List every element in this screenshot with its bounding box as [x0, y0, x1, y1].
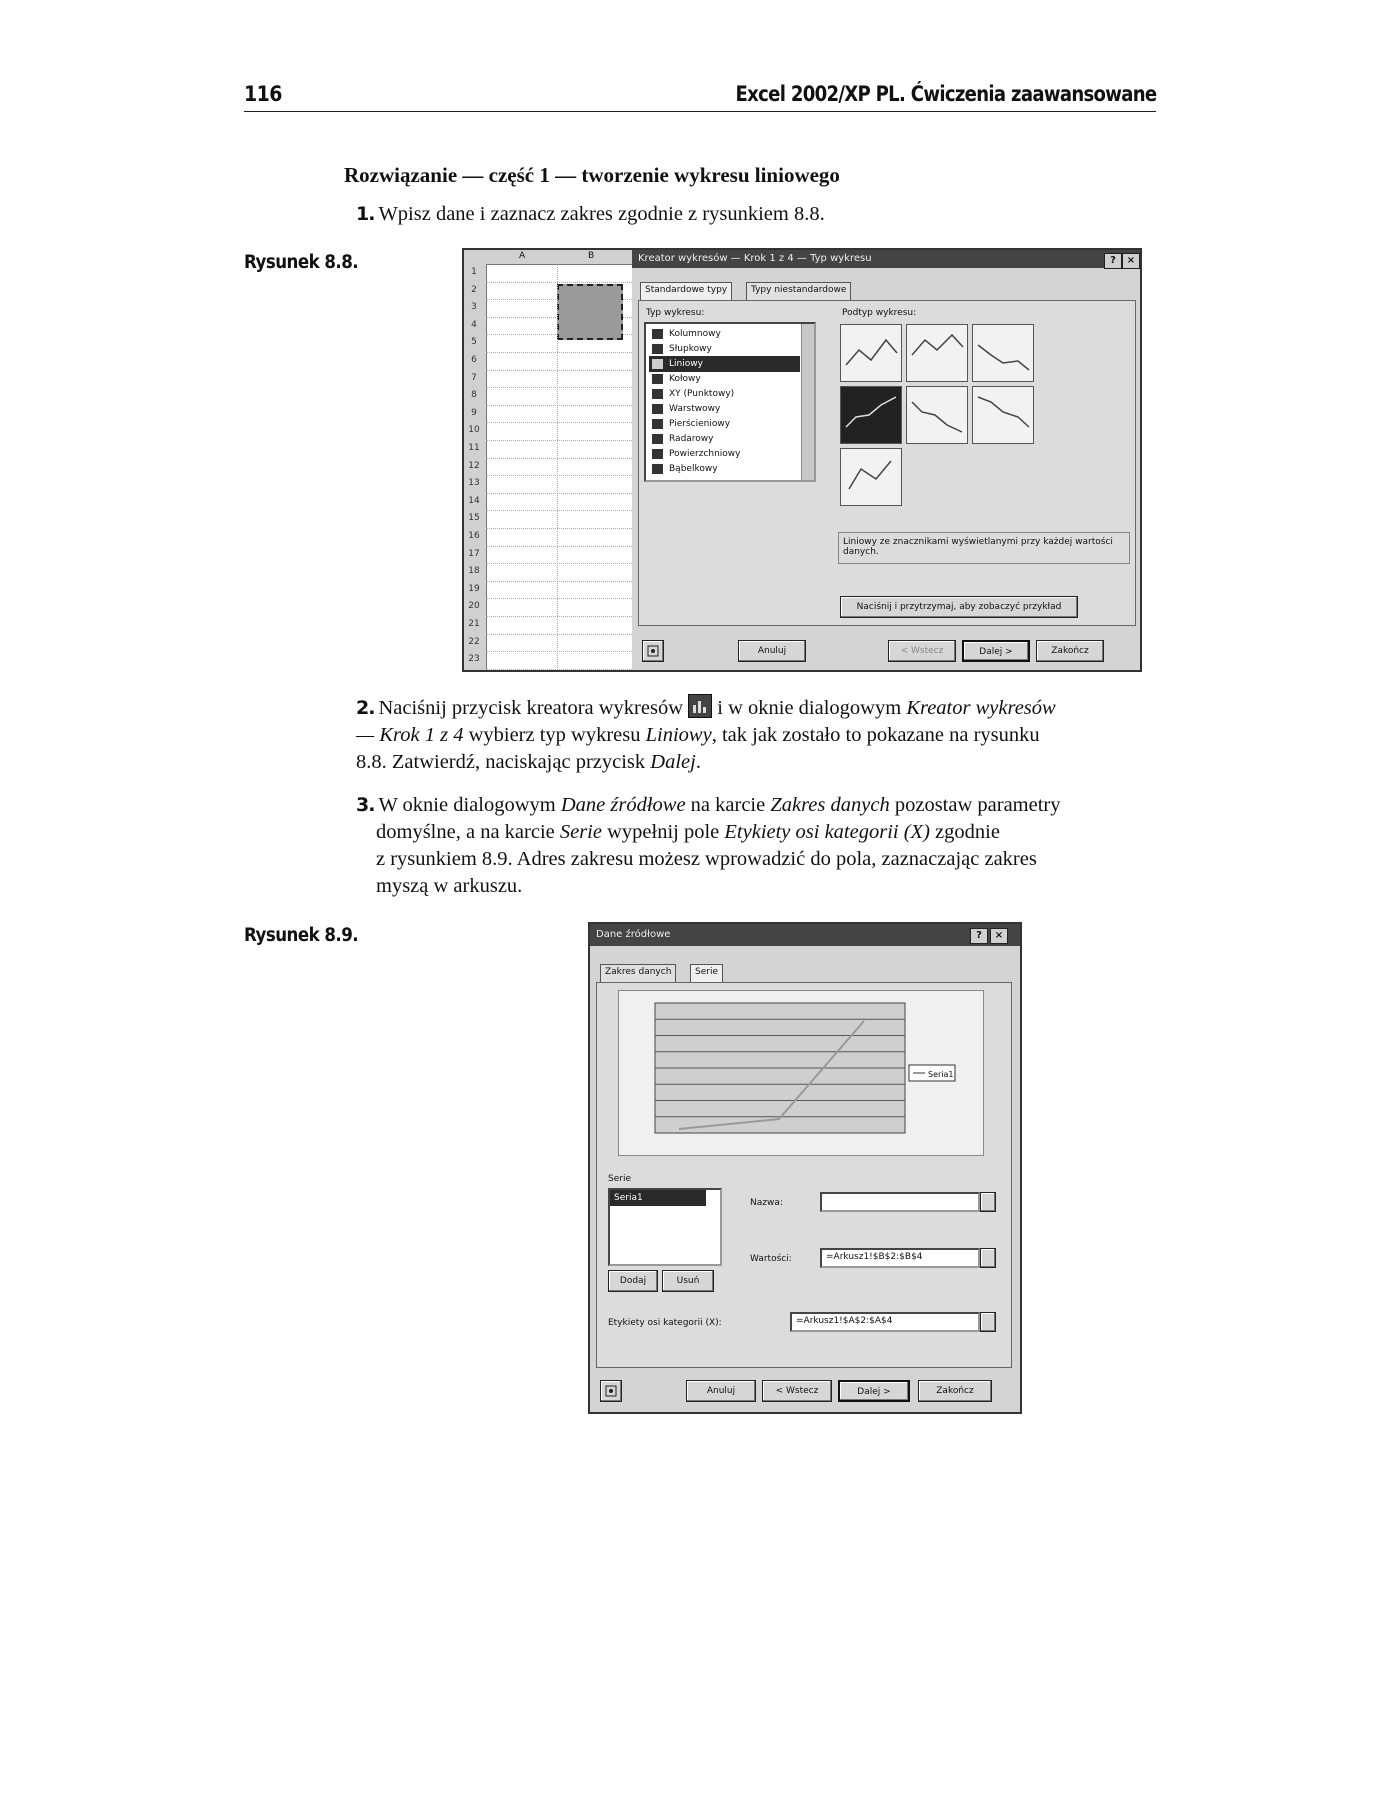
dialog-name: Dane źródłowe: [560, 794, 686, 816]
chart-type-item[interactable]: [649, 386, 800, 402]
chart-type-item[interactable]: [649, 326, 800, 342]
chart-type-icon: [652, 449, 663, 459]
grid-row-line: [486, 405, 632, 406]
next-button[interactable]: Dalej >: [962, 640, 1030, 662]
row-number[interactable]: 3: [471, 302, 477, 313]
tab-name: Zakres danych: [770, 794, 890, 816]
office-assistant-button[interactable]: [600, 1380, 622, 1402]
chart-type-icon: [652, 344, 663, 354]
chart-subtype-thumbnail[interactable]: [906, 386, 968, 444]
close-button[interactable]: ×: [990, 928, 1008, 944]
row-number[interactable]: 22: [468, 636, 480, 647]
preview-button[interactable]: Naciśnij i przytrzymaj, aby zobaczyć przykład: [840, 596, 1078, 618]
grid-row-line: [486, 422, 632, 423]
column-b-header[interactable]: B: [588, 251, 595, 261]
values-field[interactable]: =Arkusz1!$B$2:$B$4: [820, 1248, 980, 1268]
grid-row-line: [486, 634, 632, 635]
row-number[interactable]: 12: [468, 460, 480, 471]
close-button[interactable]: ×: [1122, 253, 1140, 269]
selected-range[interactable]: [557, 284, 623, 340]
column-header-row: [464, 250, 632, 265]
spreadsheet: [464, 250, 633, 670]
category-labels-label: Etykiety osi kategorii (X):: [608, 1318, 722, 1328]
series-label: Serie: [608, 1174, 631, 1184]
chart-type-label: Słupkowy: [669, 344, 712, 354]
chart-type-item[interactable]: [649, 446, 800, 462]
grid-row-line: [486, 598, 632, 599]
figure-8-8-screenshot: [462, 248, 1142, 672]
chart-type-item[interactable]: [649, 416, 800, 432]
dialog-name: Kreator wykresów: [906, 697, 1056, 719]
finish-button[interactable]: Zakończ: [1036, 640, 1104, 662]
step-text: Wpisz dane i zaznacz zakres zgodnie z rysunkiem 8.8.: [378, 203, 825, 225]
figure-label-8-8: Rysunek 8.8.: [244, 252, 359, 273]
row-number[interactable]: 17: [468, 548, 480, 559]
chart-preview: [618, 990, 984, 1156]
help-button[interactable]: ?: [1104, 253, 1122, 269]
cancel-button[interactable]: Anuluj: [738, 640, 806, 662]
chart-subtype-thumbnail[interactable]: [906, 324, 968, 382]
chart-type-item[interactable]: [649, 356, 800, 372]
grid-row-line: [486, 651, 632, 652]
chart-subtype-thumbnail[interactable]: [840, 324, 902, 382]
step-text: domyślne, a na karcie: [376, 821, 555, 843]
step-3-line-2: [356, 819, 1156, 846]
row-number[interactable]: 15: [468, 513, 480, 524]
grid-row-line: [486, 669, 632, 670]
add-series-button[interactable]: Dodaj: [608, 1270, 658, 1292]
grid-row-line: [486, 370, 632, 371]
step-text: wybierz typ wykresu: [468, 724, 641, 746]
category-labels-field[interactable]: =Arkusz1!$A$2:$A$4: [790, 1312, 980, 1332]
step-name: — Krok 1 z 4: [356, 724, 464, 746]
tab-name: Serie: [559, 821, 602, 843]
chart-type-item[interactable]: [649, 431, 800, 447]
step-3-line-3: z rysunkiem 8.9. Adres zakresu możesz wprowadzić do pola, zaznaczając zakres: [376, 848, 1037, 870]
chart-subtype-thumbnail[interactable]: [972, 386, 1034, 444]
chart-preview-plot: [619, 991, 983, 1155]
step-2-line-3: [356, 749, 1156, 776]
chart-type-name: Liniowy: [645, 724, 712, 746]
next-button[interactable]: Dalej >: [838, 1380, 910, 1402]
row-number[interactable]: 9: [471, 407, 477, 418]
row-number[interactable]: 18: [468, 566, 480, 577]
row-number[interactable]: 2: [471, 284, 477, 295]
running-title: Excel 2002/XP PL. Ćwiczenia zaawansowane: [735, 82, 1156, 106]
grid-row-line: [486, 581, 632, 582]
values-label: Wartości:: [750, 1254, 792, 1264]
grid-row-line: [486, 282, 632, 283]
chart-legend-label: Seria1: [928, 1070, 954, 1079]
chart-wizard-dialog: [632, 250, 1140, 670]
step-text: Naciśnij przycisk kreatora wykresów: [378, 697, 684, 719]
dialog-title-bar: [590, 924, 1020, 946]
step-text: zgodnie: [935, 821, 1000, 843]
list-scrollbar[interactable]: [801, 324, 814, 480]
row-number[interactable]: 8: [471, 390, 477, 401]
chart-type-label: Warstwowy: [669, 404, 721, 414]
tab-series[interactable]: Serie: [690, 964, 723, 982]
row-number[interactable]: 16: [468, 531, 480, 541]
chart-type-label: XY (Punktowy): [669, 389, 735, 399]
chart-wizard-icon: [688, 694, 712, 718]
chart-type-icon: [652, 434, 663, 444]
dialog-title: Kreator wykresów — Krok 1 z 4 — Typ wykresu: [638, 253, 872, 264]
grid-row-line: [486, 510, 632, 511]
field-name: Etykiety osi kategorii (X): [724, 821, 930, 843]
step-text: wypełnij pole: [607, 821, 720, 843]
grid-row-line: [486, 475, 632, 476]
row-number[interactable]: 1: [471, 267, 477, 277]
row-number[interactable]: 20: [468, 601, 480, 612]
step-3-line-1: [356, 792, 1156, 819]
chart-type-icon: [652, 389, 663, 399]
grid-row-line: [486, 493, 632, 494]
step-2: [356, 694, 1156, 776]
tab-custom-types[interactable]: Typy niestandardowe: [746, 282, 851, 300]
chart-type-label: Radarowy: [669, 434, 714, 444]
step-text: i w oknie dialogowym: [717, 697, 902, 719]
column-a-header[interactable]: A: [519, 251, 526, 261]
back-button[interactable]: < Wstecz: [762, 1380, 832, 1402]
dialog-title: Dane źródłowe: [596, 929, 671, 940]
header-rule: [244, 111, 1156, 112]
column-divider: [557, 264, 558, 670]
step-text: 8.8. Zatwierdź, naciskając przycisk: [356, 751, 646, 773]
back-button[interactable]: < Wstecz: [888, 640, 956, 662]
button-name: Dalej: [650, 751, 696, 773]
chart-type-icon: [652, 464, 663, 474]
step-text: , tak jak zostało to pokazane na rysunku: [711, 724, 1040, 746]
grid-row-line: [486, 352, 632, 353]
tab-standard-types[interactable]: Standardowe typy: [640, 282, 732, 300]
step-text: pozostaw parametry: [894, 794, 1061, 816]
description-box: [838, 532, 1130, 564]
step-text: na karcie: [690, 794, 766, 816]
step-number: 2.: [356, 697, 375, 719]
name-label: Nazwa:: [750, 1198, 783, 1208]
series-list[interactable]: [608, 1188, 722, 1266]
grid-row-line: [486, 528, 632, 529]
chart-subtype-thumbnail[interactable]: [840, 386, 902, 444]
chart-type-label: Liniowy: [669, 359, 703, 369]
assistant-icon: [647, 645, 659, 657]
step-text: .: [695, 751, 701, 773]
dialog-title-bar: [632, 250, 1140, 268]
step-1: [356, 201, 1156, 228]
grid-row-line: [486, 387, 632, 388]
chart-type-icon: [652, 419, 663, 429]
office-assistant-button[interactable]: [642, 640, 664, 662]
chart-type-item[interactable]: [649, 401, 800, 417]
row-number[interactable]: 5: [471, 337, 477, 348]
collapse-dialog-button[interactable]: [980, 1248, 996, 1268]
chart-type-item[interactable]: [649, 341, 800, 357]
grid-row-line: [486, 616, 632, 617]
grid-row-line: [486, 546, 632, 547]
tab-data-range[interactable]: Zakres danych: [600, 964, 676, 982]
chart-type-icon: [652, 404, 663, 414]
chart-type-icon: [652, 374, 663, 384]
row-number[interactable]: 14: [468, 495, 480, 506]
step-2-line-2: [356, 722, 1156, 749]
figure-8-9-screenshot: [588, 922, 1022, 1414]
assistant-icon: [605, 1385, 617, 1397]
section-title: Rozwiązanie — część 1 — tworzenie wykresu liniowego: [344, 163, 840, 187]
step-2-line-1: [356, 694, 1156, 722]
chart-type-label: Pierścieniowy: [669, 419, 731, 429]
collapse-dialog-button[interactable]: [980, 1312, 996, 1332]
chart-type-list[interactable]: [644, 322, 816, 482]
row-number[interactable]: 21: [468, 619, 480, 629]
series-list-item[interactable]: Seria1: [610, 1190, 706, 1206]
grid-row-line: [486, 458, 632, 459]
chart-type-label: Kolumnowy: [669, 329, 721, 339]
chart-type-item[interactable]: [649, 371, 800, 387]
finish-button[interactable]: Zakończ: [918, 1380, 992, 1402]
name-field[interactable]: [820, 1192, 980, 1212]
row-number[interactable]: 13: [468, 478, 480, 489]
step-text: W oknie dialogowym: [378, 794, 556, 816]
figure-label-8-9: Rysunek 8.9.: [244, 925, 359, 946]
step-number: 1.: [356, 203, 375, 225]
row-number[interactable]: 19: [468, 583, 480, 594]
row-number[interactable]: 6: [471, 355, 477, 365]
subtype-description: Liniowy ze znacznikami wyświetlanymi przy każdej wartości danych.: [843, 537, 1113, 557]
step-3-line-4: myszą w arkuszu.: [376, 875, 523, 897]
chart-type-icon: [652, 329, 663, 339]
step-3: [356, 792, 1156, 900]
remove-series-button[interactable]: Usuń: [662, 1270, 714, 1292]
chart-type-label: Typ wykresu:: [646, 308, 705, 318]
step-number: 3.: [356, 794, 375, 816]
chart-type-label: Kołowy: [669, 374, 701, 384]
chart-subtype-thumbnail[interactable]: [972, 324, 1034, 382]
collapse-dialog-button[interactable]: [980, 1192, 996, 1212]
chart-type-item[interactable]: [649, 461, 800, 477]
row-number[interactable]: 4: [471, 319, 477, 330]
grid-row-line: [486, 563, 632, 564]
chart-type-label: Powierzchniowy: [669, 449, 741, 459]
row-number[interactable]: 10: [468, 425, 480, 436]
cancel-button[interactable]: Anuluj: [686, 1380, 756, 1402]
row-number[interactable]: 11: [468, 443, 480, 453]
page-number: 116: [244, 82, 282, 106]
chart-type-label: Bąbelkowy: [669, 464, 718, 474]
chart-type-icon: [652, 359, 663, 369]
subtype-label: Podtyp wykresu:: [842, 308, 917, 318]
grid-row-line: [486, 440, 632, 441]
help-button[interactable]: ?: [970, 928, 988, 944]
row-number[interactable]: 23: [468, 654, 480, 665]
row-number[interactable]: 7: [471, 372, 477, 383]
chart-subtype-thumbnail[interactable]: [840, 448, 902, 506]
